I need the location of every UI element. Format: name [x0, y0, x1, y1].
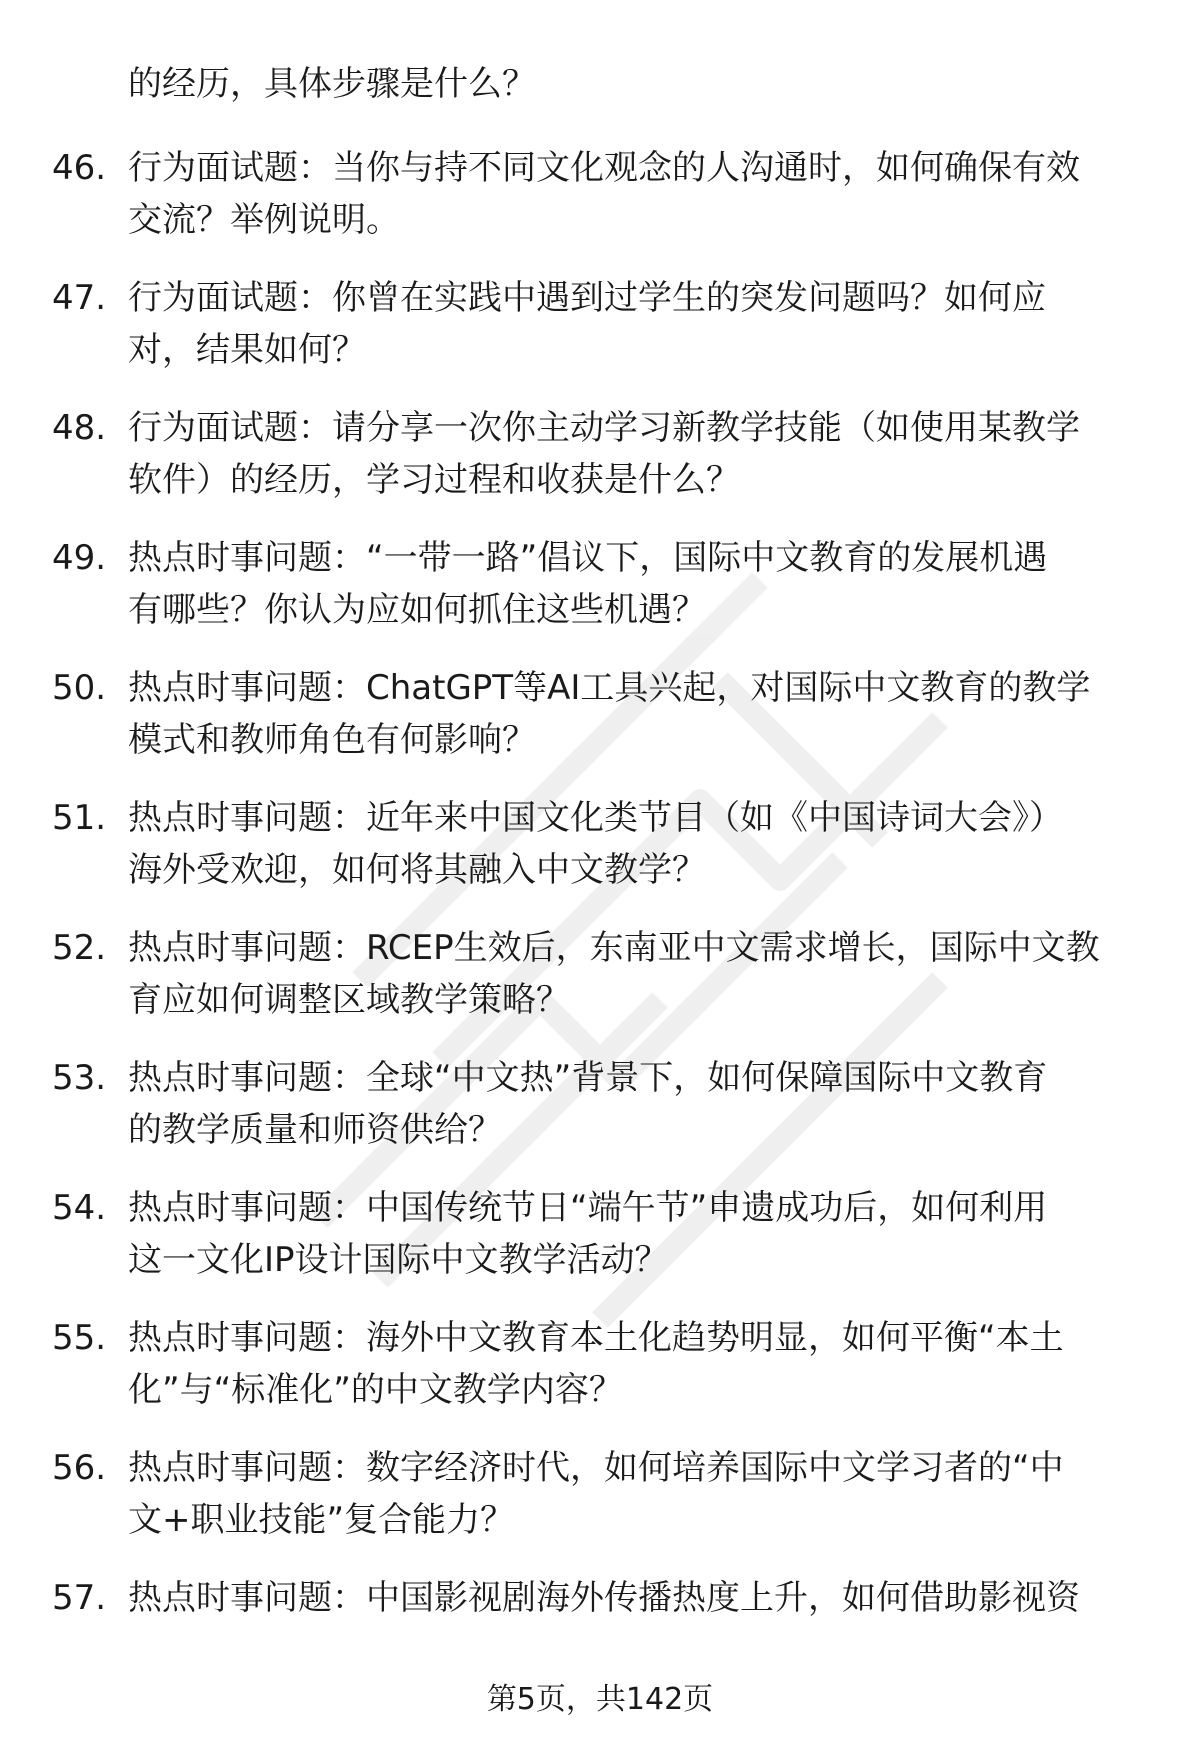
question-text: 热点时事问题：近年来中国文化类节目（如《中国诗词大会》） 海外受欢迎，如何将其融入中文教学？ [128, 798, 1063, 890]
question-text: 行为面试题：你曾在实践中遇到过学生的突发问题吗？如何应 对，结果如何？ [128, 278, 1046, 370]
question-number: 51. [52, 798, 107, 838]
question-number: 55. [52, 1318, 107, 1358]
question-text: 热点时事问题：“一带一路”倡议下，国际中文教育的发展机遇 有哪些？你认为应如何抓住这些机遇？ [128, 538, 1048, 630]
question-item [0, 402, 1200, 532]
question-item [0, 272, 1200, 402]
question-item [0, 142, 1200, 272]
question-text: 热点时事问题：中国传统节日“端午节”申遗成功后，如何利用 这一文化IP设计国际中文教学活动？ [128, 1188, 1048, 1280]
question-number: 49. [52, 538, 107, 578]
question-item [0, 532, 1200, 662]
question-text: 热点时事问题：全球“中文热”背景下，如何保障国际中文教育 的教学质量和师资供给？ [128, 1058, 1048, 1150]
question-list [0, 142, 1200, 1702]
question-item [0, 1182, 1200, 1312]
question-number: 52. [52, 928, 107, 968]
question-item [0, 1442, 1200, 1572]
question-number: 46. [52, 148, 107, 188]
question-item [0, 922, 1200, 1052]
question-number: 47. [52, 278, 107, 318]
question-text: 热点时事问题：RCEP生效后，东南亚中文需求增长，国际中文教 育应如何调整区域教学策略？ [128, 928, 1100, 1020]
question-text: 行为面试题：当你与持不同文化观念的人沟通时，如何确保有效 交流？举例说明。 [128, 148, 1080, 240]
question-text: 热点时事问题：海外中文教育本土化趋势明显，如何平衡“本土 化”与“标准化”的中文教学内容？ [128, 1318, 1064, 1410]
question-text: 热点时事问题：数字经济时代，如何培养国际中文学习者的“中 文+职业技能”复合能力？ [128, 1448, 1064, 1540]
question-text: 热点时事问题：中国影视剧海外传播热度上升，如何借助影视资 [128, 1578, 1080, 1618]
question-number: 53. [52, 1058, 107, 1098]
question-text: 行为面试题：请分享一次你主动学习新教学技能（如使用某教学 软件）的经历，学习过程和收获是什么？ [128, 408, 1080, 500]
question-item [0, 1312, 1200, 1442]
page-footer: 第5页，共142页 [486, 1682, 714, 1717]
question-number: 56. [52, 1448, 107, 1488]
question-number: 48. [52, 408, 107, 448]
question-number: 57. [52, 1578, 107, 1618]
continuation-text: 的经历，具体步骤是什么？ [128, 64, 536, 104]
question-number: 54. [52, 1188, 107, 1228]
question-item [0, 792, 1200, 922]
question-item [0, 662, 1200, 792]
question-item [0, 1052, 1200, 1182]
question-text: 热点时事问题：ChatGPT等AI工具兴起，对国际中文教育的教学 模式和教师角色有何影响？ [128, 668, 1091, 760]
question-number: 50. [52, 668, 107, 708]
